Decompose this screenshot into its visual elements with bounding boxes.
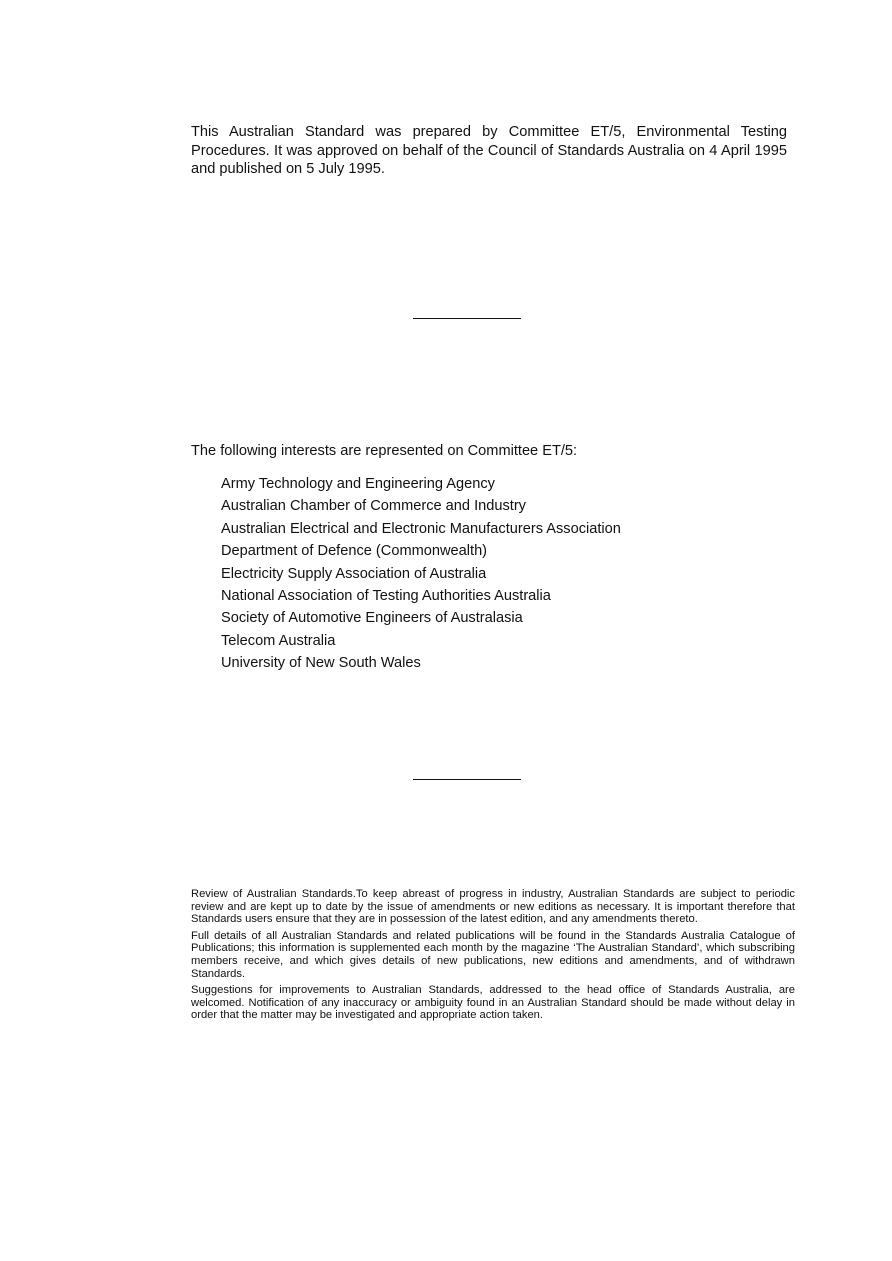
interest-item: Australian Electrical and Electronic Manufacturers Association [221,520,621,537]
interest-item: Electricity Supply Association of Australia [221,565,487,582]
approval-statement: This Australian Standard was prepared by Committee ET/5, Environmental Testing Procedures. It was approved on behalf of the Council of Standards Australia on 4 April 1995 and published on 5 July 1995. [191,124,787,177]
interest-item: Australian Chamber of Commerce and Industry [221,498,526,515]
catalogue-note: Full details of all Australian Standards and related publications will be found in the Standards Australia Catalogue of Publications; this information is supplemented each month by the magazine ‘The Australian Standard’, which subscribing members receive, and which gives details of new publications, new editions and amendments, and of withdrawn Standards. [191,929,795,980]
interests-list [221,475,621,677]
standards-notes [191,888,795,1026]
suggestions-note: Suggestions for improvements to Australian Standards, addressed to the head office of Standards Australia, are welcomed. Notification of any inaccuracy or ambiguity found in an Australian Standard should be made without delay in order that the matter may be investigated and appropriate action taken. [191,984,795,1022]
interest-item: National Association of Testing Authorities Australia [221,587,551,604]
interest-item: Department of Defence (Commonwealth) [221,543,488,560]
interest-item: Telecom Australia [221,632,336,649]
review-note: Review of Australian Standards.To keep abreast of progress in industry, Australian Standards are subject to periodic review and are kept up to date by the issue of amendments or new editions as necessary. It is important therefore that Standards users ensure that they are in possession of the latest edition, and any amendments thereto. [191,888,795,926]
interests-intro: The following interests are represented on Committee ET/5: [191,443,578,459]
section-divider [413,318,521,319]
interest-item: Society of Automotive Engineers of Australasia [221,610,523,627]
interest-item: Army Technology and Engineering Agency [221,476,495,492]
interest-item: University of New South Wales [221,655,421,672]
section-divider [413,779,521,780]
